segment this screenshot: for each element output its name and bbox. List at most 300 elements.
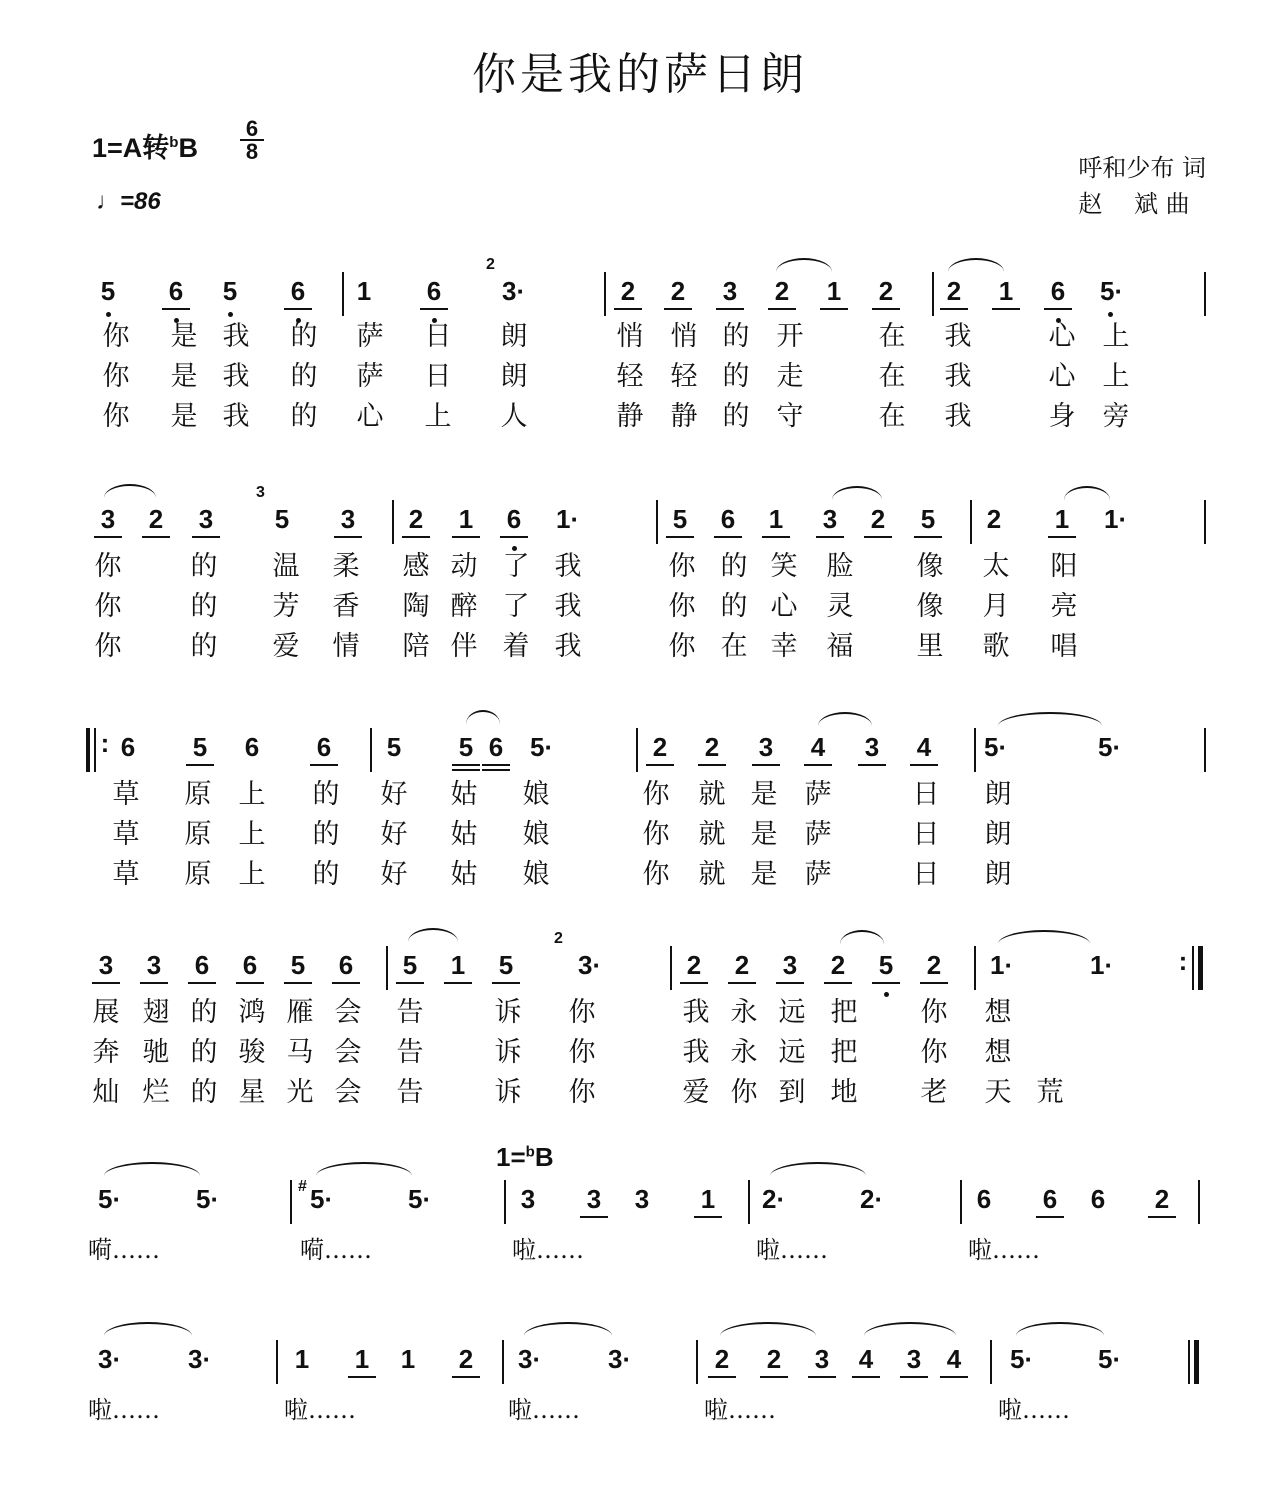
note-digit: 5 — [878, 950, 894, 980]
lyric-char: 静 — [616, 401, 644, 432]
lyric-char: 我 — [222, 321, 250, 352]
lyric-char: 的 — [312, 859, 340, 890]
final-bar — [1194, 1340, 1199, 1384]
barline — [974, 728, 976, 772]
vocable-syllable: 啦…… — [968, 1236, 1040, 1264]
underline-beam — [1148, 1216, 1176, 1218]
underline-beam — [872, 308, 900, 310]
slur-arc — [832, 486, 882, 500]
underline-beam — [914, 536, 942, 538]
lyric-char: 阳 — [1050, 551, 1078, 582]
jianpu-note — [756, 734, 776, 760]
lyric-char: 你 — [94, 551, 122, 582]
lyric-char: 原 — [184, 779, 212, 810]
vocable-syllable: 啦…… — [284, 1396, 356, 1424]
lyric-char: 萨 — [356, 321, 384, 352]
note-digit: 3· — [578, 950, 602, 980]
lyric-char: 笑 — [770, 551, 798, 582]
lyric-char: 我 — [944, 321, 972, 352]
jianpu-note — [684, 952, 704, 978]
barline — [1204, 500, 1206, 544]
jianpu-note — [1010, 1344, 1034, 1374]
underline-beam — [402, 536, 430, 538]
lyric-char: 草 — [112, 859, 140, 890]
lyric-char: 上 — [1102, 361, 1130, 392]
key-change: 1=$^b$B — [496, 1142, 554, 1172]
jianpu-note — [820, 506, 840, 532]
lyric-char: 上 — [1102, 321, 1130, 352]
note-digit: 2 — [686, 950, 702, 980]
jianpu-note — [220, 278, 240, 304]
note-digit: 1 — [826, 276, 842, 306]
lyric-char: 静 — [670, 401, 698, 432]
note-digit: 3 — [758, 732, 774, 762]
underline-beam — [698, 764, 726, 766]
underline-beam — [348, 1376, 376, 1378]
vocable-syllable: 嗬…… — [300, 1236, 372, 1264]
note-digit: 6 — [290, 276, 306, 306]
note-digit: 2 — [986, 504, 1002, 534]
underline-beam — [492, 982, 520, 984]
lyric-char: 芳 — [272, 591, 300, 622]
note-digit: 4 — [810, 732, 826, 762]
note-digit: 2 — [408, 504, 424, 534]
jianpu-note — [314, 734, 334, 760]
repeat-dots: : — [1178, 946, 1188, 976]
note-digit: 3· — [502, 276, 526, 306]
note-digit: 1 — [458, 504, 474, 534]
lyric-char: 脸 — [826, 551, 854, 582]
lyric-char: 姑 — [450, 779, 478, 810]
lyric-char: 亮 — [1050, 591, 1078, 622]
jianpu-note — [1152, 1186, 1172, 1212]
note-digit: 2 — [830, 950, 846, 980]
underline-beam — [664, 308, 692, 310]
barline — [342, 272, 344, 316]
underline-beam — [452, 764, 480, 766]
underline-beam — [776, 982, 804, 984]
lyric-char: 的 — [290, 321, 318, 352]
lyric-char: 原 — [184, 859, 212, 890]
note-digit: 2 — [714, 1344, 730, 1374]
barline — [604, 272, 606, 316]
jianpu-note — [336, 952, 356, 978]
underline-beam — [284, 982, 312, 984]
note-digit: 5 — [192, 732, 208, 762]
underline-beam — [864, 536, 892, 538]
note-digit: 5 — [290, 950, 306, 980]
lyric-char: 好 — [380, 779, 408, 810]
lyric-char: 诉 — [494, 1037, 522, 1068]
vocable-syllable: 啦…… — [512, 1236, 584, 1264]
lyric-char: 朗 — [984, 779, 1012, 810]
jianpu-note — [338, 506, 358, 532]
jianpu-note — [98, 506, 118, 532]
note-digit: 1· — [1104, 504, 1128, 534]
octave-dot-below — [228, 312, 233, 317]
lyric-char: 轻 — [616, 361, 644, 392]
jianpu-note — [556, 504, 580, 534]
lyric-char: 爱 — [272, 631, 300, 662]
jianpu-note — [702, 734, 722, 760]
note-digit: 1 — [356, 276, 372, 306]
jianpu-note — [650, 734, 670, 760]
slur-arc — [864, 1322, 956, 1336]
lyric-char: 柔 — [332, 551, 360, 582]
note-digit: 5 — [386, 732, 402, 762]
jianpu-note — [146, 506, 166, 532]
lyric-char: 烂 — [142, 1077, 170, 1108]
lyric-char: 原 — [184, 819, 212, 850]
note-digit: 2 — [670, 276, 686, 306]
note-digit: 4 — [946, 1344, 962, 1374]
underline-beam — [482, 769, 510, 771]
lyric-char: 你 — [102, 401, 130, 432]
jianpu-note — [456, 1346, 476, 1372]
jianpu-note — [118, 734, 138, 760]
jianpu-note — [944, 1346, 964, 1372]
lyric-char: 轻 — [670, 361, 698, 392]
jianpu-note — [408, 1184, 432, 1214]
note-digit: 5 — [222, 276, 238, 306]
underline-beam — [728, 982, 756, 984]
jianpu-note — [904, 1346, 924, 1372]
barline — [636, 728, 638, 772]
note-digit: 1· — [1090, 950, 1114, 980]
jianpu-note — [98, 1344, 122, 1374]
slur-arc — [998, 712, 1102, 726]
underline-beam — [1036, 1216, 1064, 1218]
jianpu-note — [456, 734, 476, 760]
lyric-char: 心 — [1048, 321, 1076, 352]
lyric-char: 像 — [916, 591, 944, 622]
jianpu-note — [996, 278, 1016, 304]
underline-beam — [900, 1376, 928, 1378]
lyric-char: 是 — [750, 779, 778, 810]
lyric-char: 的 — [190, 631, 218, 662]
lyric-char: 你 — [94, 591, 122, 622]
octave-dot-below — [106, 312, 111, 317]
lyric-char: 朗 — [984, 859, 1012, 890]
barline — [960, 1180, 962, 1224]
lyric-char: 像 — [916, 551, 944, 582]
lyric-char: 你 — [920, 997, 948, 1028]
lyric-char: 的 — [190, 1037, 218, 1068]
lyric-char: 马 — [286, 1037, 314, 1068]
lyric-char: 的 — [720, 591, 748, 622]
lyric-char: 的 — [190, 591, 218, 622]
note-digit: 5 — [458, 732, 474, 762]
repeat-start-bar — [86, 728, 90, 772]
note-digit: 5 — [274, 504, 290, 534]
jianpu-note — [876, 952, 896, 978]
jianpu-note — [518, 1186, 538, 1212]
lyric-char: 姑 — [450, 819, 478, 850]
lyric-char: 福 — [826, 631, 854, 662]
note-digit: 5· — [1098, 1344, 1122, 1374]
note-digit: 3 — [864, 732, 880, 762]
jianpu-note — [196, 506, 216, 532]
lyric-char: 伴 — [450, 631, 478, 662]
note-digit: 6 — [120, 732, 136, 762]
slur-arc — [998, 930, 1090, 944]
jianpu-note — [868, 506, 888, 532]
note-digit: 2 — [870, 504, 886, 534]
jianpu-note — [584, 1186, 604, 1212]
note-digit: 2 — [148, 504, 164, 534]
barline — [276, 1340, 278, 1384]
lyric-char: 上 — [238, 779, 266, 810]
lyric-char: 灵 — [826, 591, 854, 622]
lyric-char: 的 — [722, 401, 750, 432]
lyric-char: 你 — [668, 591, 696, 622]
lyric-char: 告 — [396, 1077, 424, 1108]
note-digit: 5 — [920, 504, 936, 534]
underline-beam — [452, 536, 480, 538]
jianpu-note — [944, 278, 964, 304]
jianpu-note — [772, 278, 792, 304]
jianpu-note — [698, 1186, 718, 1212]
lyric-char: 娘 — [522, 859, 550, 890]
lyric-char: 翅 — [142, 997, 170, 1028]
note-digit: 1 — [294, 1344, 310, 1374]
lyric-char: 的 — [190, 997, 218, 1028]
barline — [386, 946, 388, 990]
jianpu-note — [1052, 506, 1072, 532]
jianpu-note — [424, 278, 444, 304]
lyric-char: 了 — [502, 551, 530, 582]
lyricist: 呼和少布 词 — [1078, 154, 1206, 182]
slur-arc — [104, 1322, 192, 1336]
lyric-char: 会 — [334, 1077, 362, 1108]
lyric-char: 着 — [502, 631, 530, 662]
underline-beam — [1048, 536, 1076, 538]
barline — [502, 1340, 504, 1384]
lyric-char: 你 — [668, 551, 696, 582]
underline-beam — [646, 764, 674, 766]
vocable-syllable: 嗬…… — [88, 1236, 160, 1264]
lyric-char: 光 — [286, 1077, 314, 1108]
note-digit: 2 — [766, 1344, 782, 1374]
lyric-char: 奔 — [92, 1037, 120, 1068]
jianpu-note — [1088, 1186, 1108, 1212]
note-digit: 3 — [340, 504, 356, 534]
note-digit: 2 — [734, 950, 750, 980]
jianpu-note — [712, 1346, 732, 1372]
lyric-char: 告 — [396, 1037, 424, 1068]
underline-beam — [142, 536, 170, 538]
jianpu-note — [188, 1344, 212, 1374]
jianpu-note — [808, 734, 828, 760]
vocable-syllable: 啦…… — [508, 1396, 580, 1424]
underline-beam — [762, 536, 790, 538]
jianpu-note — [400, 952, 420, 978]
note-digit: 6 — [488, 732, 504, 762]
jianpu-note — [812, 1346, 832, 1372]
underline-beam — [94, 536, 122, 538]
note-digit: 1 — [998, 276, 1014, 306]
jianpu-note — [448, 952, 468, 978]
jianpu-note — [292, 1346, 312, 1372]
jianpu-note — [914, 734, 934, 760]
lyric-char: 驰 — [142, 1037, 170, 1068]
note-digit: 3 — [100, 504, 116, 534]
note-digit: 3· — [188, 1344, 212, 1374]
underline-beam — [140, 982, 168, 984]
underline-beam — [188, 982, 216, 984]
lyric-char: 你 — [920, 1037, 948, 1068]
jianpu-note — [1090, 950, 1114, 980]
jianpu-note — [166, 278, 186, 304]
lyric-char: 在 — [878, 321, 906, 352]
lyric-char: 诉 — [494, 997, 522, 1028]
jianpu-note — [496, 952, 516, 978]
lyric-char: 在 — [720, 631, 748, 662]
lyric-char: 想 — [984, 997, 1012, 1028]
jianpu-note — [1040, 1186, 1060, 1212]
lyric-char: 的 — [722, 361, 750, 392]
lyric-char: 陶 — [402, 591, 430, 622]
lyric-char: 走 — [776, 361, 804, 392]
note-digit: 6 — [1050, 276, 1066, 306]
note-digit: 6 — [1090, 1184, 1106, 1214]
barline — [696, 1340, 698, 1384]
lyric-char: 月 — [982, 591, 1010, 622]
credits — [1078, 150, 1206, 222]
note-digit: 3· — [608, 1344, 632, 1374]
barline — [1204, 728, 1206, 772]
note-digit: 5· — [98, 1184, 122, 1214]
lyric-char: 会 — [334, 997, 362, 1028]
note-digit: 5· — [408, 1184, 432, 1214]
lyric-char: 香 — [332, 591, 360, 622]
underline-beam — [760, 1376, 788, 1378]
sharp-sign: # — [298, 1178, 307, 1195]
lyric-char: 你 — [94, 631, 122, 662]
underline-beam — [162, 308, 190, 310]
vocable-syllable: 啦…… — [998, 1396, 1070, 1424]
lyric-char: 悄 — [616, 321, 644, 352]
barline — [290, 1180, 292, 1224]
lyric-char: 太 — [982, 551, 1010, 582]
note-digit: 2 — [704, 732, 720, 762]
barline — [970, 500, 972, 544]
lyric-char: 地 — [830, 1077, 858, 1108]
vocable-syllable: 啦…… — [88, 1396, 160, 1424]
song-title: 你是我的萨日朗 — [472, 49, 808, 100]
note-digit: 2 — [652, 732, 668, 762]
lyric-char: 朗 — [500, 361, 528, 392]
lyric-char: 了 — [502, 591, 530, 622]
note-digit: 1 — [700, 1184, 716, 1214]
jianpu-note — [1098, 1344, 1122, 1374]
lyric-char: 在 — [878, 401, 906, 432]
slur-arc — [524, 1322, 612, 1336]
note-digit: 3 — [198, 504, 214, 534]
note-digit: 3 — [814, 1344, 830, 1374]
lyric-char: 里 — [916, 631, 944, 662]
lyric-char: 身 — [1048, 401, 1076, 432]
jianpu-note — [974, 1186, 994, 1212]
lyric-char: 草 — [112, 779, 140, 810]
jianpu-note — [352, 1346, 372, 1372]
underline-beam — [236, 982, 264, 984]
note-digit: 5 — [402, 950, 418, 980]
underline-beam — [940, 308, 968, 310]
octave-dot-below — [1108, 312, 1113, 317]
note-digit: 6 — [426, 276, 442, 306]
jianpu-note — [98, 1184, 122, 1214]
grace-note: 3 — [256, 484, 265, 501]
lyric-char: 守 — [776, 401, 804, 432]
note-digit: 1 — [768, 504, 784, 534]
lyric-char: 你 — [642, 819, 670, 850]
note-digit: 3 — [822, 504, 838, 534]
note-digit: 2 — [774, 276, 790, 306]
lyric-char: 朗 — [500, 321, 528, 352]
lyric-char: 我 — [944, 361, 972, 392]
final-thin — [1188, 1340, 1190, 1384]
note-digit: 6 — [720, 504, 736, 534]
note-digit: 3 — [146, 950, 162, 980]
note-digit: 3 — [782, 950, 798, 980]
jianpu-note — [984, 506, 1004, 532]
lyric-char: 的 — [290, 361, 318, 392]
lyric-char: 我 — [682, 997, 710, 1028]
lyric-char: 我 — [682, 1037, 710, 1068]
lyric-char: 旁 — [1102, 401, 1130, 432]
lyric-char: 好 — [380, 819, 408, 850]
slur-arc — [720, 1322, 816, 1336]
lyric-char: 会 — [334, 1037, 362, 1068]
lyric-char: 荒 — [1036, 1077, 1064, 1108]
jianpu-note — [608, 1344, 632, 1374]
underline-beam — [910, 764, 938, 766]
lyric-char: 人 — [500, 401, 528, 432]
lyric-char: 就 — [698, 819, 726, 850]
lyric-char: 是 — [750, 819, 778, 850]
underline-beam — [752, 764, 780, 766]
note-digit: 1· — [556, 504, 580, 534]
underline-beam — [666, 536, 694, 538]
underline-beam — [396, 982, 424, 984]
note-digit: 6 — [168, 276, 184, 306]
note-digit: 3 — [722, 276, 738, 306]
lyric-char: 骏 — [238, 1037, 266, 1068]
jianpu-note — [578, 950, 602, 980]
jianpu-note — [720, 278, 740, 304]
note-digit: 3 — [520, 1184, 536, 1214]
underline-beam — [192, 536, 220, 538]
jianpu-note — [1104, 504, 1128, 534]
lyric-char: 鸿 — [238, 997, 266, 1028]
repeat-end-bar — [1198, 946, 1203, 990]
jianpu-note — [824, 278, 844, 304]
note-digit: 4 — [858, 1344, 874, 1374]
jianpu-note — [632, 1186, 652, 1212]
slur-arc — [770, 1162, 866, 1176]
lyric-char: 就 — [698, 779, 726, 810]
note-digit: 6 — [338, 950, 354, 980]
lyric-char: 是 — [170, 361, 198, 392]
underline-beam — [824, 982, 852, 984]
lyric-char: 是 — [170, 321, 198, 352]
note-digit: 5 — [100, 276, 116, 306]
barline — [748, 1180, 750, 1224]
jianpu-note — [288, 952, 308, 978]
underline-beam — [858, 764, 886, 766]
lyric-char: 雁 — [286, 997, 314, 1028]
